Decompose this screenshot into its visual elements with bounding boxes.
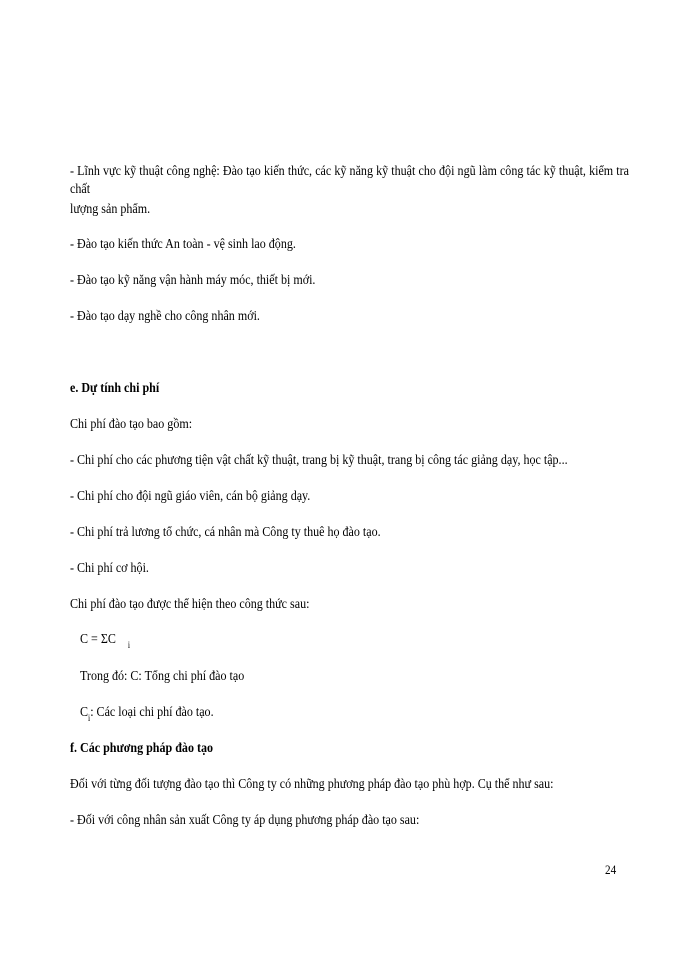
list-item: - Chi phí cơ hội.: [70, 561, 149, 576]
formula-legend: Trong đó: C: Tổng chi phí đào tạo: [80, 669, 245, 684]
list-item: - Đào tạo kỹ năng vận hành máy móc, thiết bị mới.: [70, 273, 316, 288]
formula-main: C = ΣC: [80, 632, 116, 647]
list-item: - Đối với công nhân sản xuất Công ty áp dụng phương pháp đào tạo sau:: [70, 813, 420, 828]
paragraph-line: Đối với từng đối tượng đào tạo thì Công ty có những phương pháp đào tạo phù hợp. Cụ thể như sau:: [70, 777, 554, 792]
ci-text: : Các loại chi phí đào tạo.: [90, 705, 214, 720]
paragraph-line: Chi phí đào tạo được thể hiện theo công thức sau:: [70, 597, 310, 612]
list-item: - Chi phí cho đội ngũ giáo viên, cán bộ giảng dạy.: [70, 489, 311, 504]
formula-subscript: i: [127, 640, 131, 650]
ci-subscript: i: [88, 713, 91, 723]
list-item: - Chi phí trả lương tổ chức, cá nhân mà Công ty thuê họ đào tạo.: [70, 525, 381, 540]
list-item: - Chi phí cho các phương tiện vật chất kỹ thuật, trang bị kỹ thuật, trang bị công tác giảng dạy, học tập...: [70, 453, 568, 468]
section-heading-e: e. Dự tính chi phí: [70, 381, 160, 396]
ci-symbol: C: [80, 705, 89, 720]
paragraph-line: lượng sản phẩm.: [70, 202, 151, 217]
list-item: - Đào tạo dạy nghề cho công nhân mới.: [70, 309, 260, 324]
paragraph-line: Chi phí đào tạo bao gồm:: [70, 417, 193, 432]
section-heading-f: f. Các phương pháp đào tạo: [70, 741, 214, 756]
formula: [80, 631, 130, 649]
formula-legend-ci: [80, 704, 214, 722]
paragraph-line: - Lĩnh vực kỹ thuật công nghệ: Đào tạo kiến thức, các kỹ năng kỹ thuật cho đội ngũ làm công tác kỹ thuật, kiểm tra chất: [70, 164, 629, 197]
page-number: 24: [605, 862, 617, 877]
list-item: - Đào tạo kiến thức An toàn - vệ sinh lao động.: [70, 237, 296, 252]
